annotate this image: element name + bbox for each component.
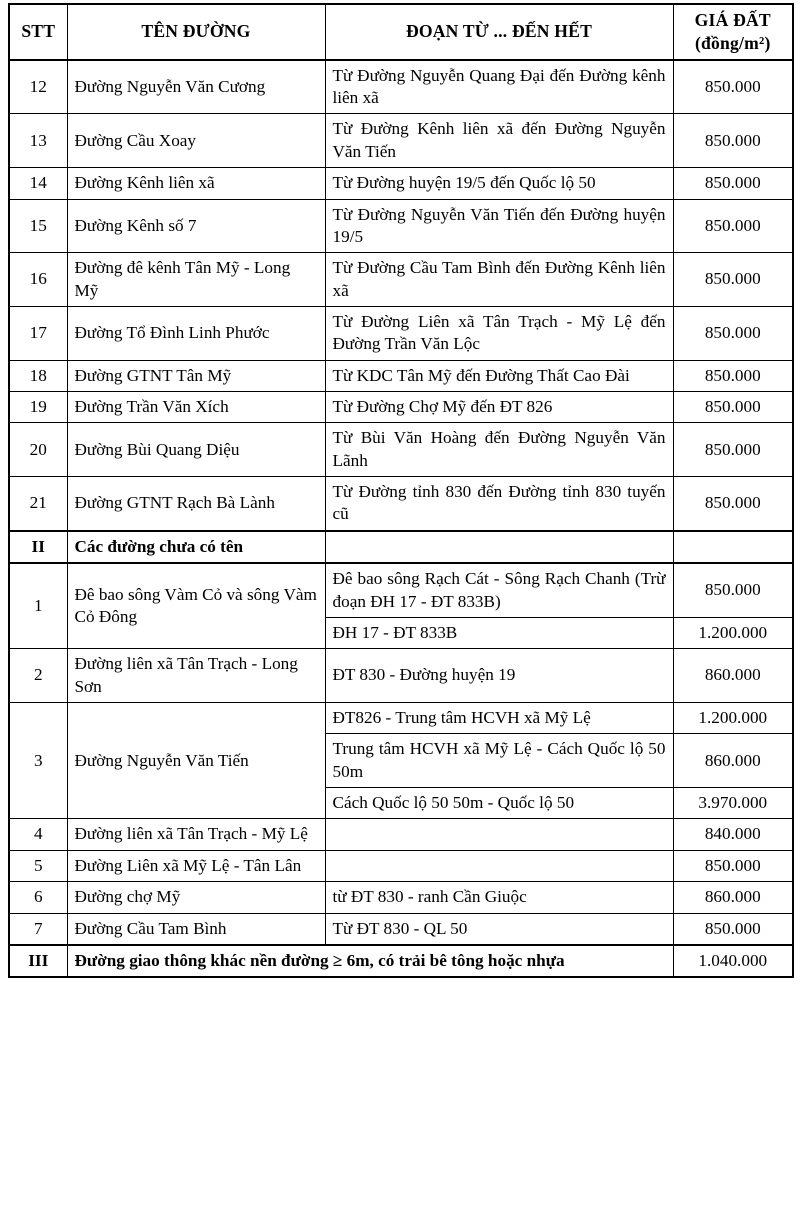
cell-road-name: Đường Trần Văn Xích [67,392,325,423]
cell-road-name: Đường Nguyễn Văn Tiến [67,702,325,818]
cell-price: 850.000 [673,423,793,477]
table-row [9,882,793,913]
table-row [9,253,793,307]
cell-stt: 1 [9,563,67,649]
cell-price: 850.000 [673,563,793,617]
cell-segment: Từ KDC Tân Mỹ đến Đường Thất Cao Đài [325,360,673,391]
cell-segment [325,819,673,850]
section-price: 1.040.000 [673,945,793,977]
cell-segment: ĐT 830 - Đường huyện 19 [325,649,673,703]
table-body [9,60,793,978]
cell-stt: 15 [9,199,67,253]
cell-stt: 20 [9,423,67,477]
table-header-row [9,4,793,60]
table-row [9,702,793,733]
cell-stt: 19 [9,392,67,423]
cell-segment: Từ Đường Nguyễn Quang Đại đến Đường kênh liên xã [325,60,673,114]
cell-stt: 12 [9,60,67,114]
table-row [9,563,793,617]
cell-price: 860.000 [673,882,793,913]
cell-stt: 21 [9,477,67,531]
table-row [9,423,793,477]
cell-road-name: Đường Nguyễn Văn Cương [67,60,325,114]
cell-stt: 6 [9,882,67,913]
cell-segment: Từ Đường huyện 19/5 đến Quốc lộ 50 [325,168,673,199]
cell-segment: Từ Bùi Văn Hoàng đến Đường Nguyễn Văn Lãnh [325,423,673,477]
cell-price: 850.000 [673,360,793,391]
section-title: Các đường chưa có tên [67,531,325,563]
cell-segment: Từ Đường Nguyễn Văn Tiến đến Đường huyện 19/5 [325,199,673,253]
cell-road-name: Đường Kênh số 7 [67,199,325,253]
cell-price: 850.000 [673,392,793,423]
table-row [9,306,793,360]
table-row [9,60,793,114]
section-price [673,531,793,563]
column-header-road-name: TÊN ĐƯỜNG [67,4,325,60]
cell-road-name: Đường chợ Mỹ [67,882,325,913]
cell-stt: 3 [9,702,67,818]
section-index: III [9,945,67,977]
cell-road-name: Đường Liên xã Mỹ Lệ - Tân Lân [67,850,325,881]
table-row [9,913,793,945]
table-row [9,168,793,199]
table-row [9,392,793,423]
cell-road-name: Đê bao sông Vàm Cỏ và sông Vàm Cỏ Đông [67,563,325,649]
cell-road-name: Đường GTNT Rạch Bà Lành [67,477,325,531]
cell-price: 860.000 [673,734,793,788]
cell-road-name: Đường Tổ Đình Linh Phước [67,306,325,360]
cell-price: 850.000 [673,253,793,307]
section-title: Đường giao thông khác nền đường ≥ 6m, có trải bê tông hoặc nhựa [67,945,673,977]
table-row [9,199,793,253]
cell-stt: 5 [9,850,67,881]
cell-segment: ĐH 17 - ĐT 833B [325,617,673,648]
cell-road-name: Đường Bùi Quang Diệu [67,423,325,477]
cell-segment: Trung tâm HCVH xã Mỹ Lệ - Cách Quốc lộ 50 50m [325,734,673,788]
cell-stt: 17 [9,306,67,360]
cell-road-name: Đường liên xã Tân Trạch - Long Sơn [67,649,325,703]
cell-road-name: Đường GTNT Tân Mỹ [67,360,325,391]
cell-stt: 16 [9,253,67,307]
column-header-stt: STT [9,4,67,60]
table-row [9,114,793,168]
cell-stt: 2 [9,649,67,703]
column-header-price [673,4,793,60]
cell-segment: Từ Đường Kênh liên xã đến Đường Nguyễn Văn Tiến [325,114,673,168]
cell-price: 850.000 [673,850,793,881]
cell-segment: ĐT826 - Trung tâm HCVH xã Mỹ Lệ [325,702,673,733]
cell-price: 3.970.000 [673,788,793,819]
cell-segment: Đê bao sông Rạch Cát - Sông Rạch Chanh (Trừ đoạn ĐH 17 - ĐT 833B) [325,563,673,617]
cell-segment: Từ Đường tỉnh 830 đến Đường tỉnh 830 tuyến cũ [325,477,673,531]
cell-stt: 4 [9,819,67,850]
cell-price: 850.000 [673,477,793,531]
cell-road-name: Đường liên xã Tân Trạch - Mỹ Lệ [67,819,325,850]
section-row-ii [9,531,793,563]
column-header-price-line2: (đồng/m²) [695,32,771,53]
table-row [9,360,793,391]
cell-price: 860.000 [673,649,793,703]
cell-segment: Từ Đường Cầu Tam Bình đến Đường Kênh liên xã [325,253,673,307]
cell-price: 1.200.000 [673,617,793,648]
cell-road-name: Đường Kênh liên xã [67,168,325,199]
cell-segment: Từ ĐT 830 - QL 50 [325,913,673,945]
section-segment [325,531,673,563]
section-row-iii [9,945,793,977]
cell-road-name: Đường Cầu Tam Bình [67,913,325,945]
cell-price: 850.000 [673,306,793,360]
land-price-table [8,3,794,978]
cell-price: 850.000 [673,913,793,945]
cell-segment [325,850,673,881]
cell-stt: 13 [9,114,67,168]
cell-segment: Từ Đường Liên xã Tân Trạch - Mỹ Lệ đến Đường Trần Văn Lộc [325,306,673,360]
cell-price: 850.000 [673,168,793,199]
cell-stt: 14 [9,168,67,199]
column-header-segment: ĐOẠN TỪ ... ĐẾN HẾT [325,4,673,60]
section-index: II [9,531,67,563]
cell-road-name: Đường Cầu Xoay [67,114,325,168]
table-row [9,649,793,703]
table-row [9,850,793,881]
cell-segment: Cách Quốc lộ 50 50m - Quốc lộ 50 [325,788,673,819]
cell-stt: 7 [9,913,67,945]
cell-price: 840.000 [673,819,793,850]
cell-stt: 18 [9,360,67,391]
table-row [9,819,793,850]
table-row [9,477,793,531]
cell-road-name: Đường đê kênh Tân Mỹ - Long Mỹ [67,253,325,307]
cell-price: 1.200.000 [673,702,793,733]
table-header [9,4,793,60]
cell-price: 850.000 [673,60,793,114]
cell-segment: từ ĐT 830 - ranh Cần Giuộc [325,882,673,913]
column-header-price-line1: GIÁ ĐẤT [694,10,771,30]
cell-price: 850.000 [673,114,793,168]
cell-price: 850.000 [673,199,793,253]
cell-segment: Từ Đường Chợ Mỹ đến ĐT 826 [325,392,673,423]
